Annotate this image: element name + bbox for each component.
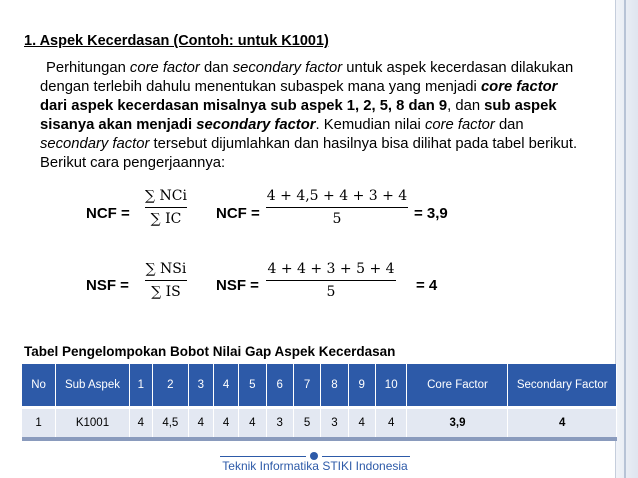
ncf-calc-denominator: 5 xyxy=(332,211,342,227)
nsf-result: = 4 xyxy=(416,277,438,294)
column-header: Secondary Factor xyxy=(508,364,617,408)
slide-border-line xyxy=(624,0,626,478)
footer-rule-left xyxy=(220,456,306,457)
fraction-bar xyxy=(266,280,396,281)
table-header-row xyxy=(22,364,617,408)
core-factor-cell: 3,9 xyxy=(407,408,508,438)
column-header: 7 xyxy=(293,364,320,408)
section-heading: 1. Aspek Kecerdasan (Contoh: untuk K1001) xyxy=(24,33,329,49)
column-header: 6 xyxy=(266,364,293,408)
table-cell: 4 xyxy=(239,408,266,438)
table-cell: K1001 xyxy=(56,408,130,438)
footer-rule-right xyxy=(322,456,410,457)
secondary-factor-cell: 4 xyxy=(508,408,617,438)
ncf-label-2: NCF = xyxy=(216,205,260,222)
ncf-symbolic-denominator: ∑ IC xyxy=(150,211,182,227)
column-header: 5 xyxy=(239,364,266,408)
nsf-label-2: NSF = xyxy=(216,277,259,294)
ncf-label: NCF = xyxy=(86,205,130,222)
nsf-symbolic-fraction xyxy=(145,261,187,300)
column-header: 1 xyxy=(129,364,152,408)
nsf-calc-fraction xyxy=(266,261,396,300)
ncf-result: = 3,9 xyxy=(414,205,448,222)
ncf-calc-fraction xyxy=(266,188,408,227)
column-header: 4 xyxy=(213,364,238,408)
fraction-bar xyxy=(145,207,187,208)
table-cell: 3 xyxy=(321,408,348,438)
gap-weight-table xyxy=(22,364,617,437)
column-header: 10 xyxy=(375,364,407,408)
nsf-label: NSF = xyxy=(86,277,129,294)
table-cell: 4,5 xyxy=(152,408,188,438)
column-header: 2 xyxy=(152,364,188,408)
column-header: Sub Aspek xyxy=(56,364,130,408)
table-bottom-shadow xyxy=(22,437,617,441)
table-cell: 4 xyxy=(375,408,407,438)
table-cell: 3 xyxy=(266,408,293,438)
table-cell: 5 xyxy=(293,408,320,438)
ncf-symbolic-fraction xyxy=(145,188,187,227)
column-header: No xyxy=(22,364,56,408)
table-cell: 4 xyxy=(213,408,238,438)
column-header: 8 xyxy=(321,364,348,408)
nsf-calc-denominator: 5 xyxy=(326,284,336,300)
table-caption: Tabel Pengelompokan Bobot Nilai Gap Aspek Kecerdasan xyxy=(24,344,396,359)
table-row xyxy=(22,408,617,438)
table-cell: 4 xyxy=(129,408,152,438)
column-header: 3 xyxy=(188,364,213,408)
nsf-symbolic-denominator: ∑ IS xyxy=(151,284,181,300)
fraction-bar xyxy=(145,280,187,281)
table-cell: 1 xyxy=(22,408,56,438)
table-cell: 4 xyxy=(188,408,213,438)
table-cell: 4 xyxy=(348,408,375,438)
nsf-symbolic-numerator: ∑ NSi xyxy=(145,261,187,277)
fraction-bar xyxy=(266,207,408,208)
explanation-paragraph: Perhitungan core factor dan secondary factor untuk aspek kecerdasan dilakukan dengan terlebih dahulu menentukan subaspek mana yang menjadi core factor dari aspek kecerdasan misalnya sub aspek 1, 2, 5, 8 dan 9, dan sub aspek sisanya akan menjadi secondary factor. Kemudian nilai core factor dan secondary factor tersebut dijumlahkan dan hasilnya bisa dilihat pada tabel berikut. Berikut cara pengerjaannya: xyxy=(40,60,578,171)
nsf-calc-numerator: 4 + 4 + 3 + 5 + 4 xyxy=(267,261,395,277)
column-header: Core Factor xyxy=(407,364,508,408)
ncf-calc-numerator: 4 + 4,5 + 4 + 3 + 4 xyxy=(266,188,408,204)
ncf-symbolic-numerator: ∑ NCi xyxy=(145,188,187,204)
column-header: 9 xyxy=(348,364,375,408)
footer-text: Teknik Informatika STIKI Indonesia xyxy=(222,459,408,473)
